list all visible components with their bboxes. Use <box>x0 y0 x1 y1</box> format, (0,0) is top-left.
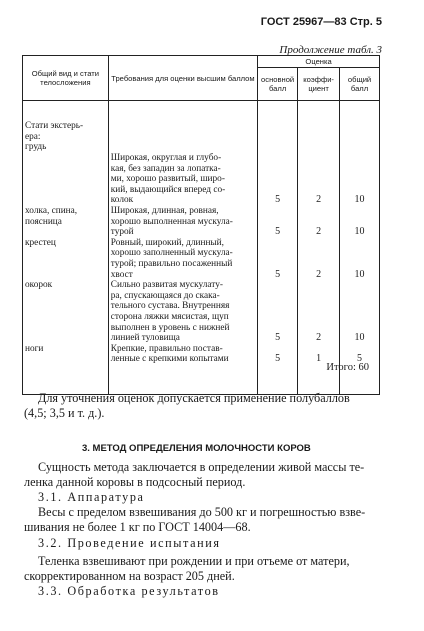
base-score-cell: 5 <box>258 344 298 395</box>
note-line: Для уточнения оценок допускается применение полубаллов <box>38 391 350 405</box>
req-line: хвост <box>110 269 133 280</box>
base-score-cell: 5 <box>258 101 298 206</box>
req-line: ра, спускающаяся до скака- <box>110 290 220 301</box>
req-line: ленные с крепкими копытами <box>110 354 229 365</box>
score-table <box>22 55 380 395</box>
paragraph-line: Сущность метода заключается в определении живой массы те- <box>38 460 365 474</box>
header-total-score: общий балл <box>340 68 380 101</box>
coefficient-cell: 2 <box>298 101 340 206</box>
req-line: выполнен в уровень с нижней <box>110 322 230 333</box>
header-coefficient: коэффи-циент <box>298 68 340 101</box>
table-row <box>23 280 380 344</box>
req-line: Ровный, широкий, длинный, <box>110 237 224 248</box>
req-line: кая, без западин за лопатка- <box>110 163 221 174</box>
total-score-cell: 10 <box>340 206 380 238</box>
req-line: турой; правильно посаженный <box>110 258 233 269</box>
req-line: ми, хорошо развитый, широ- <box>110 174 225 185</box>
req-line: тельного сустава. Внутренняя <box>110 301 230 312</box>
subsection-heading: 3.3. Обработка результатов <box>38 584 220 598</box>
header-view: Общий вид и стати телосложения <box>23 56 109 101</box>
paragraph-line: Весы с пределом взвешивания до 500 кг и погрешностью взве- <box>38 505 366 519</box>
subsection-heading: 3.1. Аппаратура <box>38 490 145 504</box>
paragraph-line: Теленка взвешивают при рождении и при отъеме от матери, <box>38 554 350 568</box>
req-line: колок <box>110 195 134 206</box>
view-line: ера: <box>25 131 41 142</box>
note-line: (4,5; 3,5 и т. д.). <box>24 406 105 420</box>
view-line: крестец <box>25 237 56 248</box>
coefficient-cell: 1 <box>298 344 340 395</box>
paragraph-line: шивания не более 1 кг по ГОСТ 14004—68. <box>24 520 251 534</box>
paragraph-line: ленка данной коровы в подсосный период. <box>24 475 246 489</box>
req-line: Сильно развитая мускулату- <box>110 280 223 291</box>
req-line: Широкая, округлая и глубо- <box>110 153 222 163</box>
table-row <box>23 238 380 280</box>
total-score-cell: 10 <box>340 280 380 344</box>
req-line: хорошо выполненная мускула- <box>110 216 233 227</box>
table-row <box>23 101 380 206</box>
view-line: ноги <box>25 343 44 354</box>
req-line: турой <box>110 227 134 238</box>
header-score-group: Оценка <box>258 56 380 68</box>
req-line: хорошо заполненный мускула- <box>110 248 233 259</box>
total-sum: Итого: 60 <box>326 362 369 373</box>
paragraph-line: скорректированном на возраст 205 дней. <box>24 569 235 583</box>
coefficient-cell: 2 <box>298 238 340 280</box>
view-line: холка, спина, <box>25 205 78 216</box>
view-line: окорок <box>25 280 53 291</box>
view-line: поясница <box>25 216 62 227</box>
view-line: Стати экстерь- <box>25 121 84 131</box>
view-line: грудь <box>25 142 47 153</box>
subsection-heading: 3.2. Проведение испытания <box>38 536 221 550</box>
header-base-score: основной балл <box>258 68 298 101</box>
base-score-cell: 5 <box>258 280 298 344</box>
coefficient-cell: 2 <box>298 206 340 238</box>
req-line: линией туловища <box>110 333 180 344</box>
total-score-cell: 10 <box>340 238 380 280</box>
req-line: кий, выдающийся вперед со- <box>110 184 226 195</box>
section-title: 3. МЕТОД ОПРЕДЕЛЕНИЯ МОЛОЧНОСТИ КОРОВ <box>82 443 311 454</box>
base-score-cell: 5 <box>258 238 298 280</box>
base-score-cell: 5 <box>258 206 298 238</box>
table-continuation-label: Продолжение табл. 3 <box>279 44 382 56</box>
req-line: сторона ляжки мясистая, щуп <box>110 311 229 322</box>
req-line: Крепкие, правильно постав- <box>110 343 223 354</box>
coefficient-cell: 2 <box>298 280 340 344</box>
page-header: ГОСТ 25967—83 Стр. 5 <box>260 16 382 28</box>
table-row <box>23 206 380 238</box>
total-score-cell: 10 <box>340 101 380 206</box>
header-requirements: Требования для оценки высшим баллом <box>108 56 257 101</box>
req-line: Широкая, длинная, ровная, <box>110 205 219 216</box>
total-score-cell: 5 <box>340 344 380 395</box>
